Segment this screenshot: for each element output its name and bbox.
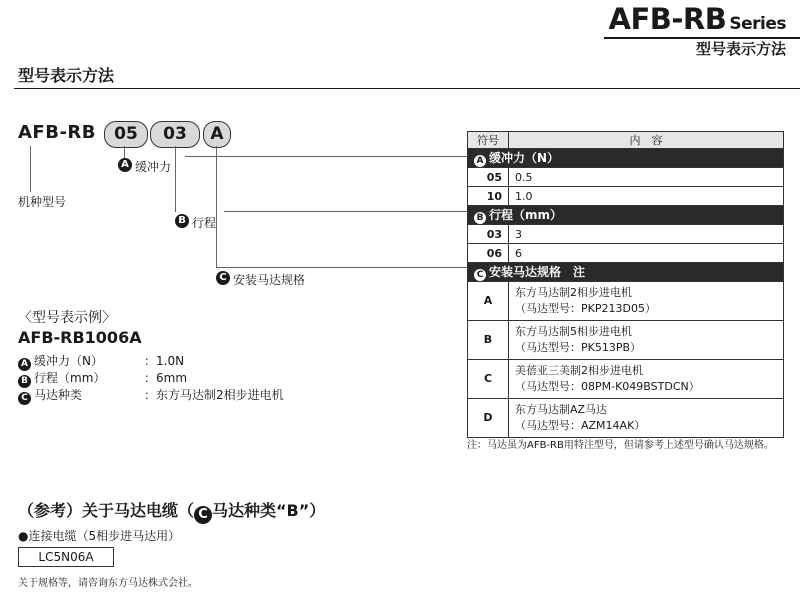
section-title: 型号表示方法 bbox=[18, 66, 115, 85]
reference-title-after: 马达种类“B”） bbox=[212, 501, 326, 520]
table-row bbox=[468, 225, 784, 244]
section-cushion-force bbox=[468, 149, 784, 168]
marker-b-icon: B bbox=[175, 214, 189, 228]
section-b-title: 行程（mm） bbox=[489, 208, 563, 222]
example-key: 缓冲力（N） bbox=[34, 354, 103, 368]
section-c-title: 安装马达规格 注 bbox=[489, 265, 586, 279]
section-stroke bbox=[468, 206, 784, 225]
example-marker-a-icon: A bbox=[18, 358, 31, 371]
connector-a-h bbox=[185, 156, 467, 157]
motor-name: 东方马达制2相步进电机 bbox=[515, 286, 632, 299]
machine-connector bbox=[30, 146, 31, 192]
section-c-marker-icon: C bbox=[474, 269, 486, 281]
section-a-marker-icon: A bbox=[474, 155, 486, 167]
model-code-part-c: A bbox=[203, 121, 231, 148]
table-row bbox=[468, 282, 784, 321]
example-value: ：6mm bbox=[144, 371, 188, 385]
table-row bbox=[468, 321, 784, 360]
reference-marker-c-icon: C bbox=[194, 506, 212, 524]
example-row bbox=[18, 386, 284, 405]
label-stroke: 行程 bbox=[192, 216, 217, 230]
connector-a-v bbox=[124, 146, 125, 158]
row-value: 1.0 bbox=[509, 187, 784, 206]
row-value: 3 bbox=[509, 225, 784, 244]
example-model: AFB-RB1006A bbox=[18, 328, 142, 347]
series-name: AFB-RB bbox=[608, 2, 727, 36]
cable-model-box: LC5N06A bbox=[18, 547, 114, 567]
label-cushion-force: 缓冲力 bbox=[135, 160, 172, 174]
table-row bbox=[468, 244, 784, 263]
series-suffix: Series bbox=[729, 14, 786, 34]
row-code: B bbox=[468, 321, 509, 360]
reference-title-before: （参考）关于马达电缆（ bbox=[18, 501, 195, 520]
series-subtitle: 型号表示方法 bbox=[695, 40, 786, 58]
row-code: 03 bbox=[468, 225, 509, 244]
marker-c-icon: C bbox=[216, 271, 230, 285]
table-row bbox=[468, 399, 784, 438]
series-title bbox=[609, 2, 786, 41]
motor-name: 东方马达制AZ马达 bbox=[515, 403, 608, 416]
motor-name: 美蓓亚三美制2相步进电机 bbox=[515, 364, 643, 377]
section-b-marker-icon: B bbox=[474, 212, 486, 224]
row-code: 10 bbox=[468, 187, 509, 206]
marker-a-icon: A bbox=[118, 158, 132, 172]
model-code-base: AFB-RB bbox=[18, 122, 96, 143]
model-code-part-a: 05 bbox=[104, 121, 148, 148]
table-row bbox=[468, 360, 784, 399]
row-value: 6 bbox=[509, 244, 784, 263]
example-value: ：1.0N bbox=[144, 354, 185, 368]
example-title: 〈型号表示例〉 bbox=[18, 310, 116, 326]
row-value: 0.5 bbox=[509, 168, 784, 187]
motor-name: 东方马达制5相步进电机 bbox=[515, 325, 632, 338]
section-divider bbox=[14, 88, 800, 89]
example-value: ：东方马达制2相步进电机 bbox=[144, 388, 284, 402]
row-code: C bbox=[468, 360, 509, 399]
connector-b-v bbox=[175, 146, 176, 212]
example-marker-b-icon: B bbox=[18, 375, 31, 388]
table-row bbox=[468, 187, 784, 206]
label-motor-spec: 安装马达规格 bbox=[233, 273, 306, 287]
example-key: 行程（mm） bbox=[34, 371, 106, 385]
footer-note: 关于规格等，请咨询东方马达株式会社。 bbox=[18, 578, 198, 589]
model-code-part-b: 03 bbox=[150, 121, 200, 148]
connector-c-v bbox=[216, 146, 217, 268]
header-code: 符号 bbox=[468, 132, 509, 149]
table-note: 注：马达虽为AFB-RB用特注型号，但请参考上述型号确认马达规格。 bbox=[467, 440, 774, 451]
row-code: D bbox=[468, 399, 509, 438]
motor-model: （马达型号：AZM14AK） bbox=[515, 419, 646, 432]
motor-model: （马达型号：PK513PB） bbox=[515, 341, 642, 354]
row-code: A bbox=[468, 282, 509, 321]
row-code: 06 bbox=[468, 244, 509, 263]
spec-table bbox=[467, 131, 784, 438]
table-row bbox=[468, 168, 784, 187]
motor-model: （马达型号：08PM-K049BSTDCN） bbox=[515, 380, 700, 393]
section-a-title: 缓冲力（N） bbox=[489, 151, 560, 165]
example-marker-c-icon: C bbox=[18, 392, 31, 405]
header-content: 内 容 bbox=[509, 132, 784, 149]
row-code: 05 bbox=[468, 168, 509, 187]
connector-b-h bbox=[224, 211, 467, 212]
reference-subtitle: ●连接电缆（5相步进马达用） bbox=[18, 529, 181, 543]
connector-c-h bbox=[216, 267, 467, 268]
machine-type-label: 机种型号 bbox=[18, 195, 67, 209]
example-key: 马达种类 bbox=[34, 388, 83, 402]
reference-title bbox=[18, 498, 325, 524]
motor-model: （马达型号：PKP213D05） bbox=[515, 302, 656, 315]
section-motor-spec bbox=[468, 263, 784, 282]
spec-table-header bbox=[468, 132, 784, 149]
series-header bbox=[609, 2, 786, 41]
